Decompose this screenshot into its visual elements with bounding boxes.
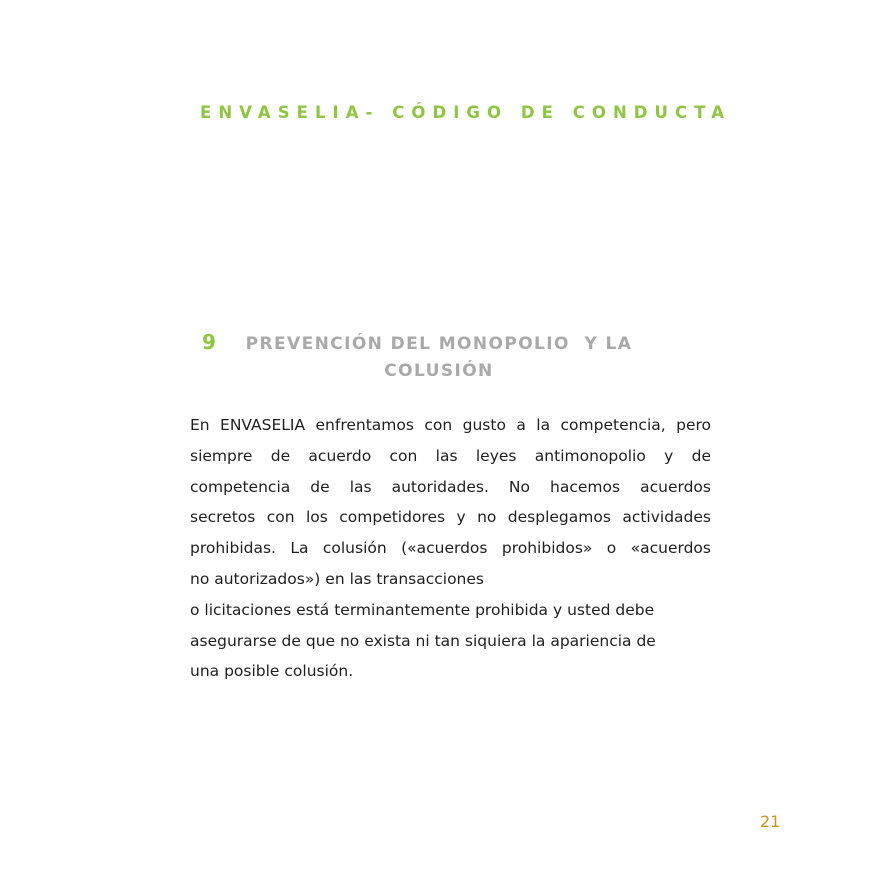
body-line: no autorizados») en las transacciones xyxy=(190,569,484,588)
section-number: 9 xyxy=(202,330,216,354)
body-line: asegurarse de que no exista ni tan siquiera la apariencia de xyxy=(190,631,656,650)
body-line: una posible colusión. xyxy=(190,662,354,681)
body-line: prohibidas. La colusión («acuerdos prohibidos» o «acuerdos xyxy=(190,539,711,558)
body-paragraph xyxy=(190,410,711,687)
running-header: ENVASELIA- CÓDIGO DE CONDUCTA xyxy=(200,103,732,122)
section-title-line-1: PREVENCIÓN DEL MONOPOLIO Y LA xyxy=(245,334,633,354)
body-line: siempre de acuerdo con las leyes antimonopolio y de xyxy=(190,446,711,465)
page-number: 21 xyxy=(760,812,781,831)
body-line: secretos con los competidores y no desplegamos actividades xyxy=(190,508,711,527)
section-title xyxy=(236,331,642,385)
body-line: o licitaciones está terminantemente prohibida y usted debe xyxy=(190,600,655,619)
body-line: competencia de las autoridades. No hacemos acuerdos xyxy=(190,477,711,496)
body-line: En ENVASELIA enfrentamos con gusto a la competencia, pero xyxy=(190,416,711,434)
section-title-line-2: COLUSIÓN xyxy=(384,361,494,381)
